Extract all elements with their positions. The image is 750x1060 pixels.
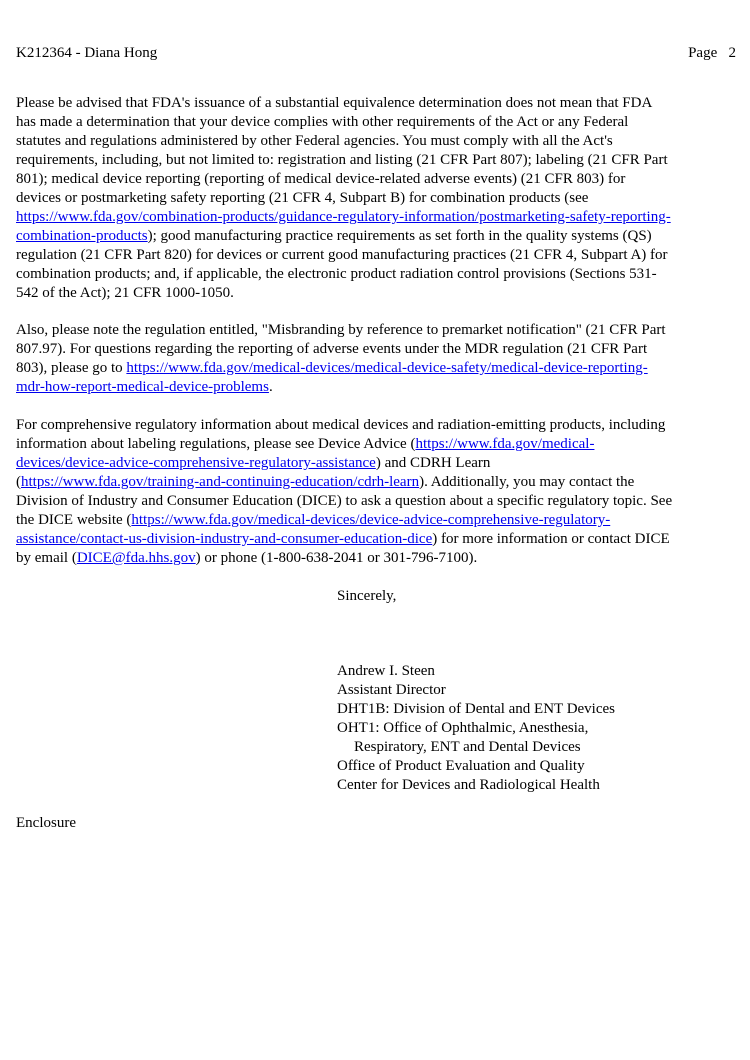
text-line: devices or postmarketing safety reporting (21 CFR 4, Subpart B) for combination products (see [16,190,589,206]
text-line [16,378,740,397]
text-line [16,435,740,454]
text-line [16,454,740,473]
text-line: Division of Industry and Consumer Education (DICE) to ask a question about a specific regulatory topic. See [16,493,673,509]
document-reference: K212364 - Diana Hong [16,45,158,61]
text-line: combination products; and, if applicable, the electronic product radiation control provisions (Sections 531- [16,266,657,282]
page-header [16,44,736,64]
text-fragment: ). Additionally, you may contact the [419,474,635,490]
text-line [16,530,740,549]
text-line: regulation (21 CFR Part 820) for devices or current good manufacturing practices (21 CFR 4, Subpart A) for [16,247,668,263]
text-fragment: by email ( [16,550,77,566]
postmarketing-safety-link[interactable]: https://www.fda.gov/combination-products/guidance-regulatory-information/postmarketing-safety-reporting- [16,209,671,225]
postmarketing-safety-link-continued[interactable]: combination-products [16,228,148,244]
device-advice-link[interactable]: https://www.fda.gov/medical- [415,436,595,452]
signature-block [337,662,615,795]
text-fragment: ) for more information or contact DICE [432,531,670,547]
text-fragment: information about labeling regulations, please see Device Advice ( [16,436,416,452]
dice-email-link[interactable]: DICE@fda.hhs.gov [76,550,196,566]
text-line [16,511,740,530]
text-line: Please be advised that FDA's issuance of a substantial equivalence determination does not mean that FDA [16,95,653,111]
signer-office: OHT1: Office of Ophthalmic, Anesthesia, [337,720,589,736]
text-line [16,208,740,227]
enclosure-note: Enclosure [16,815,76,831]
text-line: Also, please note the regulation entitled, "Misbranding by reference to premarket notification" (21 CFR Part [16,322,666,338]
closing-text: Sincerely, [337,588,397,604]
text-line: 542 of the Act); 21 CFR 1000-1050. [16,285,234,301]
text-fragment: ); good manufacturing practice requirements as set forth in the quality systems (QS) [147,228,652,244]
text-fragment: the DICE website ( [16,512,132,528]
device-advice-link-continued[interactable]: devices/device-advice-comprehensive-regulatory-assistance [16,455,376,471]
paragraph-regulatory-information [16,416,740,568]
signer-office-continued: Respiratory, ENT and Dental Devices [354,739,581,755]
text-line: statutes and regulations administered by other Federal agencies. You must comply with all the Act's [16,133,613,149]
dice-website-link[interactable]: https://www.fda.gov/medical-devices/device-advice-comprehensive-regulatory- [131,512,611,528]
text-line: 807.97). For questions regarding the reporting of adverse events under the MDR regulation (21 CFR Part [16,341,648,357]
text-line: For comprehensive regulatory information about medical devices and radiation-emitting products, including [16,417,666,433]
text-line: has made a determination that your device complies with other requirements of the Act or any Federal [16,114,629,130]
text-line [16,473,740,492]
signer-title: Assistant Director [337,682,446,698]
text-line: requirements, including, but not limited to: registration and listing (21 CFR Part 807); labeling (21 CFR Part [16,152,668,168]
signer-division: DHT1B: Division of Dental and ENT Devices [337,701,616,717]
mdr-reporting-link[interactable]: https://www.fda.gov/medical-devices/medical-device-safety/medical-device-reporting- [126,360,648,376]
text-line [16,359,740,378]
text-line [16,549,740,568]
text-fragment: 803), please go to [16,360,127,376]
paragraph-regulatory-requirements [16,94,740,303]
text-line [16,227,740,246]
signer-center: Center for Devices and Radiological Health [337,777,600,793]
paragraph-misbranding [16,321,740,397]
text-line: 801); medical device reporting (reporting of medical device-related adverse events) (21 CFR 803) for [16,171,626,187]
page-number: 2 [728,45,736,61]
signer-name: Andrew I. Steen [337,663,435,679]
text-fragment: ) or phone (1-800-638-2041 or 301-796-7100). [195,550,478,566]
mdr-reporting-link-continued[interactable]: mdr-how-report-medical-device-problems [16,379,269,395]
signer-office-evaluation: Office of Product Evaluation and Quality [337,758,585,774]
text-fragment: ) and CDRH Learn [375,455,491,471]
text-fragment: . [268,379,273,395]
page-label: Page [688,45,718,61]
cdrh-learn-link[interactable]: https://www.fda.gov/training-and-continuing-education/cdrh-learn [21,474,420,490]
page-indicator [688,44,736,63]
text-fragment: ( [16,474,21,490]
closing [337,587,396,606]
dice-website-link-continued[interactable]: assistance/contact-us-division-industry-and-consumer-education-dice [16,531,433,547]
